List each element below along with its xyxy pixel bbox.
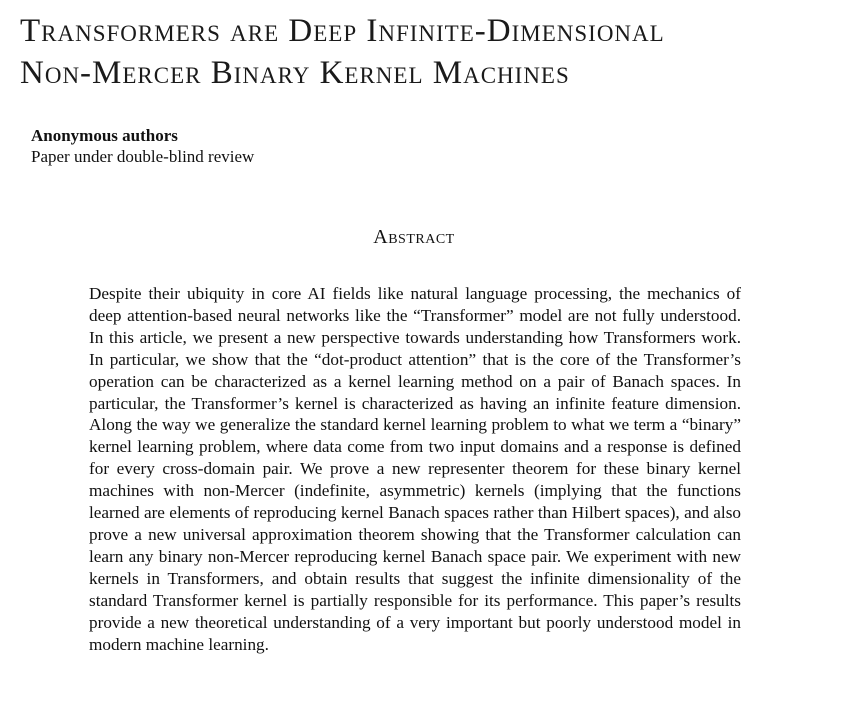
paper-title xyxy=(20,10,830,94)
author-block xyxy=(31,125,254,167)
abstract-heading: Abstract xyxy=(373,226,455,248)
paper-title-line-1: Transformers are Deep Infinite-Dimensional xyxy=(20,13,665,49)
paper-title-line-2: Non-Mercer Binary Kernel Machines xyxy=(20,55,570,91)
abstract-text: Despite their ubiquity in core AI fields like natural language processing, the mechanics of deep attention-based neural networks like the “Transformer” model are not fully understood. In this article, we present a new perspective towards understanding how Transformers work. In particular, we show that the “dot-product attention” that is the core of the Transformer’s operation can be characterized as a kernel learning method on a pair of Banach spaces. In particular, the Transformer’s kernel is characterized as having an infinite feature dimension. Along the way we generalize the standard kernel learning problem to what we term a “binary” kernel learning problem, where data come from two input domains and a response is defined for every cross-domain pair. We prove a new representer theorem for these binary kernel machines with non-Mercer (indefinite, asymmetric) kernels (implying that the functions learned are elements of reproducing kernel Banach spaces rather than Hilbert spaces), and also prove a new universal approximation theorem showing that the Transformer calculation can learn any binary non-Mercer reproducing kernel Banach space pair. We experiment with new kernels in Transformers, and obtain results that suggest the infinite dimensionality of the standard Transformer kernel is partially responsible for its performance. This paper’s results provide a new theoretical understanding of a very important but poorly understood model in modern machine learning. xyxy=(89,284,741,654)
author-names: Anonymous authors xyxy=(31,126,178,145)
review-note: Paper under double-blind review xyxy=(31,147,255,166)
